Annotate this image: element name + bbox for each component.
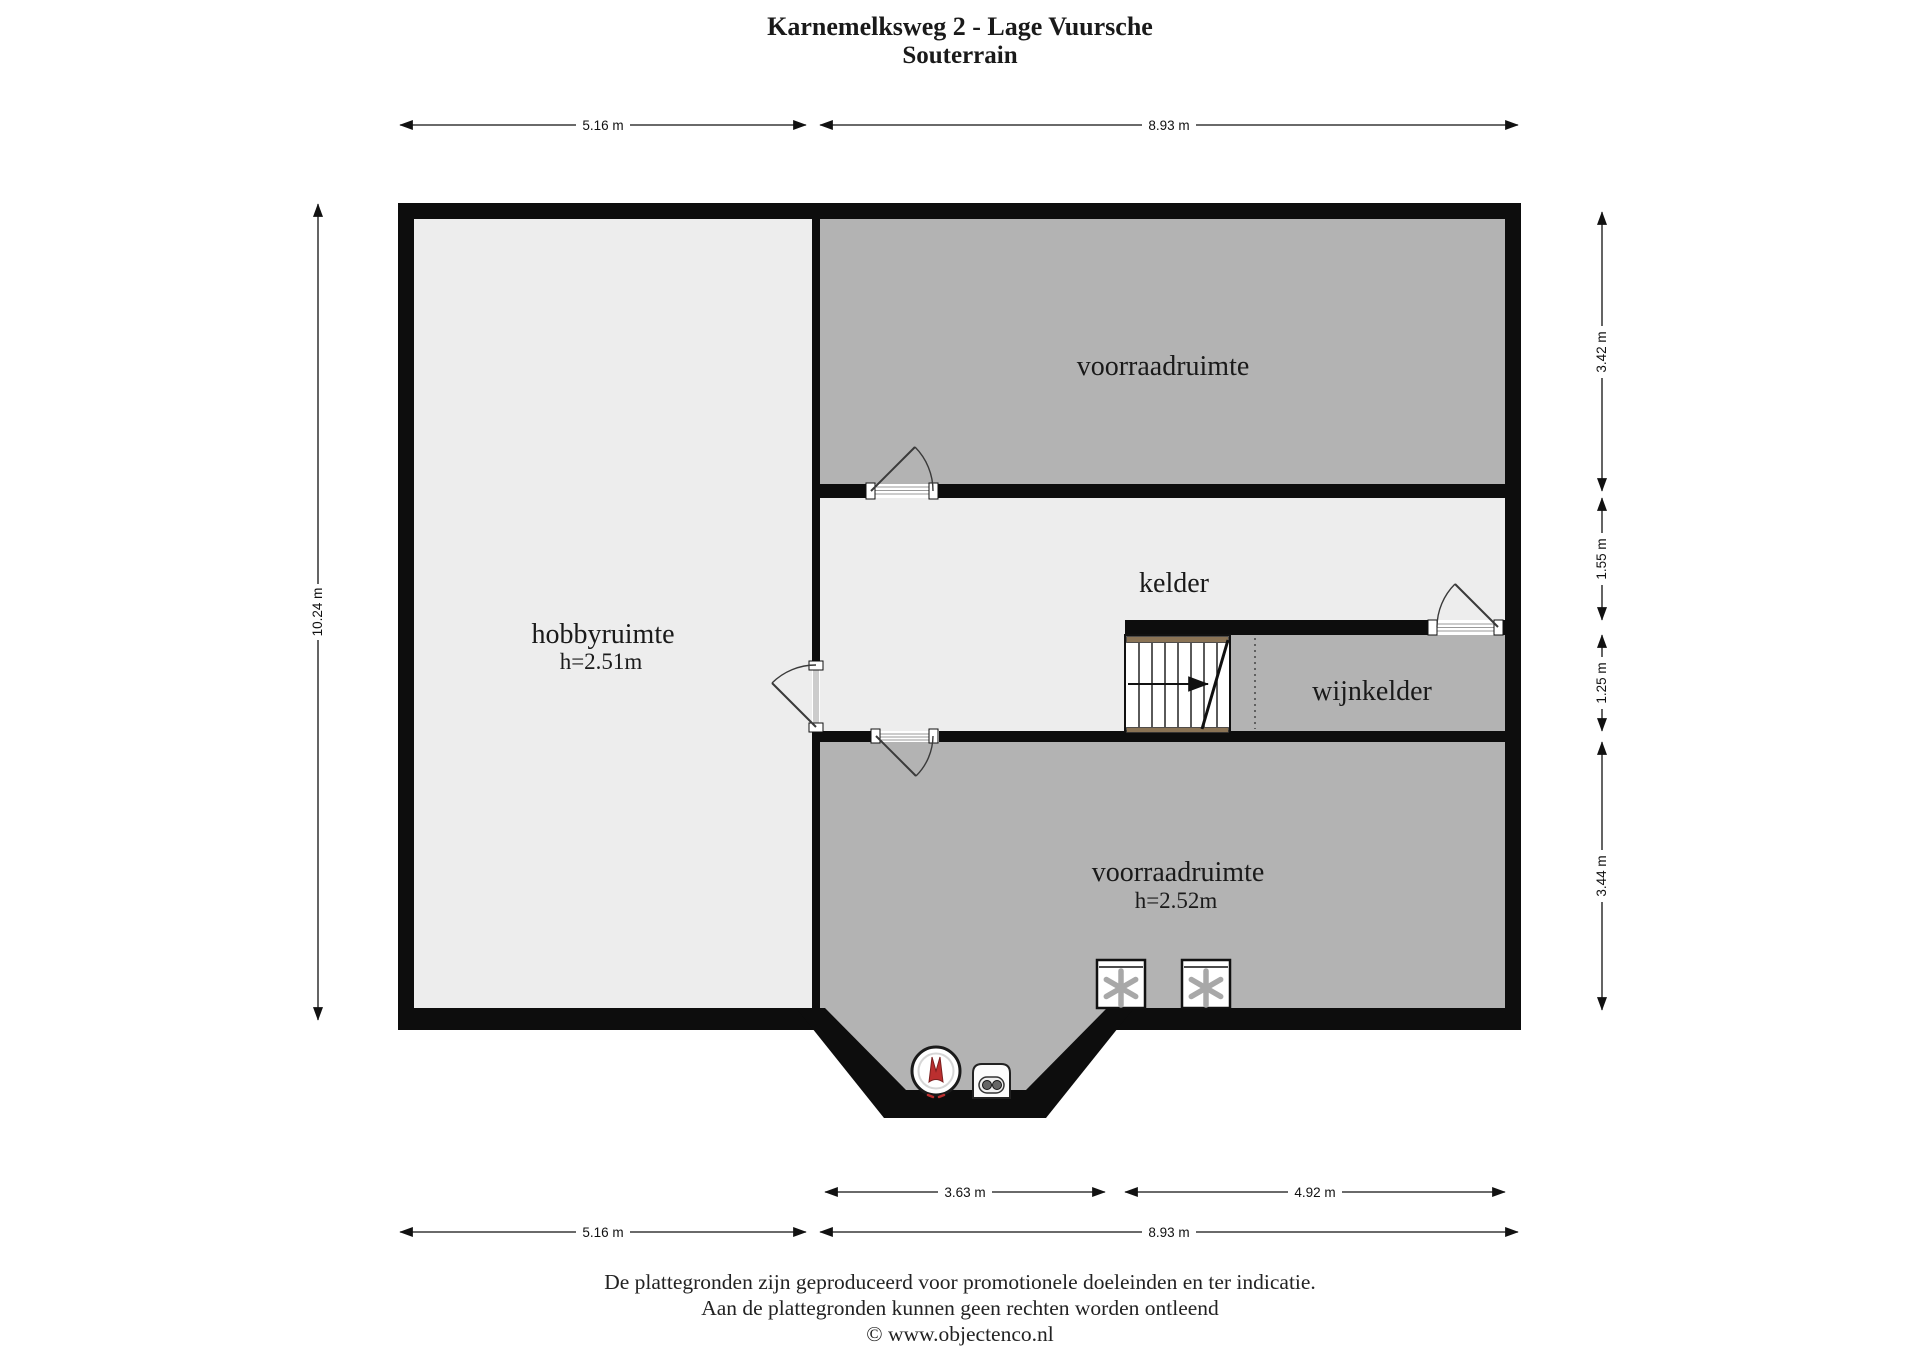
svg-text:10.24 m: 10.24 m bbox=[310, 587, 325, 637]
svg-text:3.63 m: 3.63 m bbox=[944, 1185, 986, 1200]
svg-text:5.16 m: 5.16 m bbox=[582, 118, 624, 133]
svg-text:1.55 m: 1.55 m bbox=[1594, 538, 1609, 580]
svg-text:8.93 m: 8.93 m bbox=[1148, 1225, 1190, 1240]
dim-bottom1-left bbox=[825, 1184, 1105, 1200]
label-hobbyruimte: hobbyruimte bbox=[531, 619, 675, 650]
plan-footer bbox=[0, 1269, 1920, 1347]
door-jamb bbox=[1428, 620, 1437, 635]
dim-right-4 bbox=[1594, 742, 1610, 1010]
footer-copyright: © www.objectenco.nl bbox=[866, 1322, 1054, 1346]
wall-exterior-right bbox=[1505, 203, 1521, 1030]
label-wijnkelder: wijnkelder bbox=[1312, 676, 1432, 707]
room-hobbyruimte bbox=[414, 219, 812, 1008]
svg-text:4.92 m: 4.92 m bbox=[1294, 1185, 1336, 1200]
svg-text:5.16 m: 5.16 m bbox=[582, 1225, 624, 1240]
footer-disclaimer-line2: Aan de plattegronden kunnen geen rechten worden ontleend bbox=[701, 1296, 1219, 1320]
stair-rail-bottom bbox=[1127, 728, 1229, 733]
dim-bottom1-right bbox=[1125, 1184, 1505, 1200]
washing-machine-icon bbox=[1182, 960, 1230, 1008]
svg-text:3.42 m: 3.42 m bbox=[1594, 331, 1609, 373]
dim-right-3 bbox=[1594, 635, 1610, 731]
svg-text:1.25 m: 1.25 m bbox=[1594, 662, 1609, 704]
plan-title-floor: Souterrain bbox=[902, 42, 1018, 69]
pump-icon bbox=[973, 1064, 1010, 1098]
dim-right-2 bbox=[1594, 498, 1610, 620]
staircase bbox=[1125, 635, 1230, 733]
dim-top-right bbox=[820, 117, 1518, 133]
wall-divider-vertical bbox=[812, 219, 820, 1008]
dim-bottom2-right bbox=[820, 1224, 1518, 1240]
rooms bbox=[414, 219, 1505, 1008]
door-jamb bbox=[929, 729, 938, 743]
washing-machine-icon bbox=[1097, 960, 1145, 1008]
stair-rail-top bbox=[1127, 637, 1229, 643]
label-voorraadruimte-bottom-height: h=2.52m bbox=[1134, 888, 1218, 913]
label-hobbyruimte-height: h=2.51m bbox=[559, 649, 643, 674]
footer-disclaimer-line1: De plattegronden zijn geproduceerd voor promotionele doeleinden en ter indicatie. bbox=[604, 1270, 1316, 1294]
dim-right-1 bbox=[1594, 212, 1610, 491]
label-kelder: kelder bbox=[1139, 568, 1209, 599]
wall-exterior-top bbox=[398, 203, 1521, 219]
door-jamb bbox=[866, 483, 875, 499]
wall-exterior-left bbox=[398, 203, 414, 1030]
dim-top-left bbox=[400, 117, 806, 133]
plan-title bbox=[0, 12, 1920, 70]
door-jamb bbox=[1494, 620, 1503, 635]
svg-text:3.44 m: 3.44 m bbox=[1594, 855, 1609, 897]
label-voorraadruimte-bottom: voorraadruimte bbox=[1091, 857, 1265, 888]
plan-title-address: Karnemelksweg 2 - Lage Vuursche bbox=[767, 12, 1153, 41]
dim-left bbox=[310, 204, 326, 1020]
dim-bottom2-left bbox=[400, 1224, 806, 1240]
label-voorraadruimte-top: voorraadruimte bbox=[1076, 351, 1250, 382]
door-jamb bbox=[871, 729, 880, 743]
boiler-icon bbox=[912, 1047, 960, 1097]
svg-text:8.93 m: 8.93 m bbox=[1148, 118, 1190, 133]
door-jamb bbox=[809, 723, 823, 732]
